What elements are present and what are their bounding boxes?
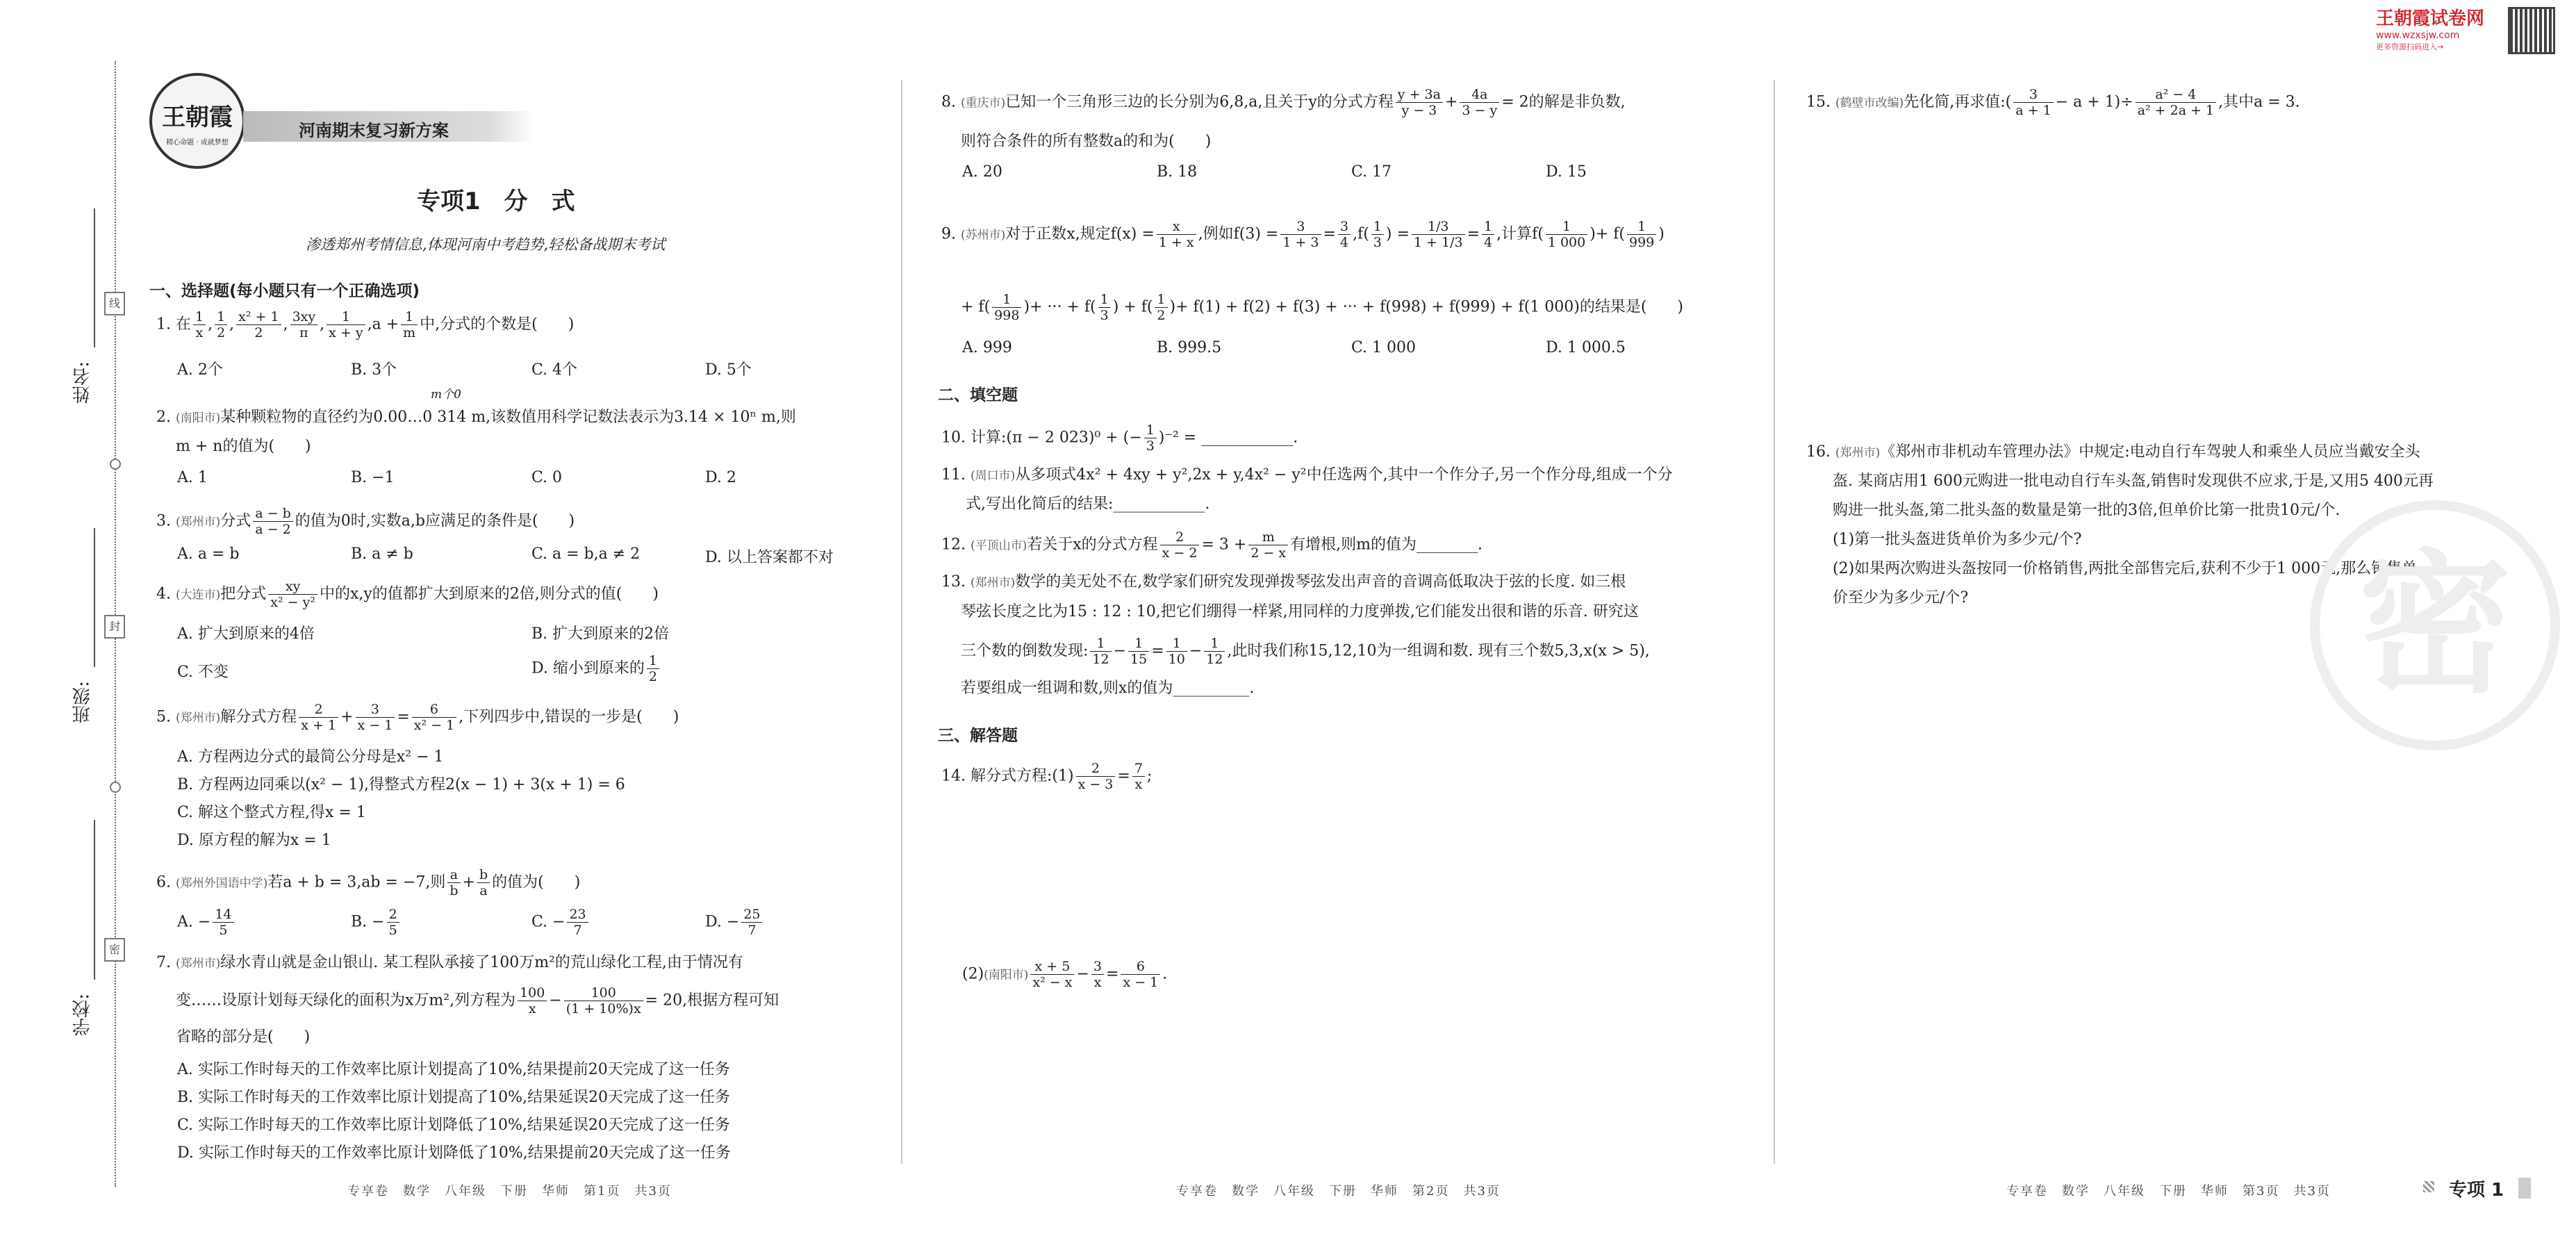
q6-option-b: B. − $\frac{2}{5}$: [351, 907, 402, 938]
footer-page-1: 专享卷 数学 八年级 下册 华师 第1页 共3页: [347, 1184, 672, 1199]
q4-option-a: A. 扩大到原来的4倍: [177, 625, 315, 643]
question-3: 3. (郑州市)分式 $\frac{a - b}{a - 2}$ 的值为0时,实数a,b应满足的条件是( ): [156, 506, 575, 537]
q9-option-c: C. 1 000: [1351, 339, 1417, 356]
brand-tagline: 更多资源扫码进入→: [2376, 42, 2444, 51]
q7-option-c: C. 实际工作时每天的工作效率比原计划降低了10%,结果延误20天完成了这一任务: [177, 1117, 730, 1134]
binding-mark-seal: 封: [104, 615, 125, 639]
q7-option-b: B. 实际工作时每天的工作效率比原计划提高了10%,结果延误20天完成了这一任务: [177, 1089, 731, 1106]
question-9-line2: + f( $\frac{1}{998}$ )+ ··· + f( $\frac{1}{3}$ ) + f( $\frac{1}{2}$ )+ f(1) + f(2) + f(3) + ··· + f(998) + f(999) + f(1 000)的结果是( ): [961, 292, 1684, 323]
question-13-line2: 琴弦长度之比为15 : 12 : 10,把它们绷得一样紧,用同样的力度弹拨,它们能发出很和谐的乐音. 研究这: [961, 603, 1639, 620]
qr-code-icon: [2508, 7, 2555, 54]
q9-option-d: D. 1 000.5: [1546, 339, 1626, 356]
page-subtitle: 渗透郑州考情信息,体现河南中考趋势,轻松备战期末考试: [306, 236, 666, 253]
q8-option-d: D. 15: [1546, 163, 1587, 181]
question-8-line2: 则符合条件的所有整数a的和为( ): [961, 133, 1212, 150]
question-7-line3: 省略的部分是( ): [176, 1028, 311, 1046]
question-16-line2: 盔. 某商店用1 600元购进一批电动自行车头盔,销售时发现供不应求,于是,又用5 400元再: [1833, 472, 2434, 490]
binding-mark-line: 线: [104, 292, 125, 315]
corner-tag: 专项 1: [2449, 1180, 2504, 1201]
q4-option-d: D. 缩小到原来的 $\frac{1}{2}$: [531, 653, 661, 684]
binding-hole-icon: [110, 459, 121, 470]
question-13: 13. (郑州市)数学的美无处不在,数学家们研究发现弹拨琴弦发出声音的音调高低取决于弦的长度. 如三根: [941, 573, 1626, 591]
name-underline: [94, 208, 95, 347]
q4-option-b: B. 扩大到原来的2倍: [531, 625, 670, 643]
section-fill: 二、填空题: [938, 386, 1018, 404]
q8-option-b: B. 18: [1157, 163, 1198, 181]
brand-name: 王朝霞试卷网: [2376, 8, 2485, 29]
q9-option-b: B. 999.5: [1157, 339, 1222, 356]
q3-option-b: B. a ≠ b: [351, 545, 413, 563]
section-choice: 一、选择题(每小题只有一个正确选项): [149, 282, 420, 300]
question-6: 6. (郑州外国语中学)若a + b = 3,ab = −7,则 $\frac{a}{b}$ + $\frac{b}{a}$ 的值为( ): [156, 867, 581, 898]
school-label: 学校:: [72, 994, 93, 1036]
question-16-part2-line2: 价至少为多少元/个?: [1833, 589, 1969, 607]
question-5: 5. (郑州市)解分式方程 $\frac{2}{x + 1}$ + $\frac{3}{x - 1}$ = $\frac{6}{\text{x² − 1}}$ ,下列四步中,错误的一步是( ): [156, 702, 679, 733]
q1-option-a: A. 2个: [177, 361, 223, 379]
question-14-part2: (2)(南阳市) $\frac{x + 5}{\text{x² − x}}$ − $\frac{3}{x}$ = $\frac{6}{x - 1}$ .: [962, 959, 1168, 990]
column-divider: [901, 80, 902, 1164]
question-7-line2: 变……设原计划每天绿化的面积为x万m²,列方程为 $\frac{100}{x}$ − $\frac{100}{(1 + 10\%)x}$ = 20,根据方程可知: [176, 985, 779, 1016]
q1-option-c: C. 4个: [531, 361, 578, 379]
question-10: 10. 计算:(π − 2 023)⁰ + (− $\frac{1}{3}$ )⁻² = ____________.: [941, 422, 1298, 454]
binding-hole-icon: [110, 782, 121, 793]
question-16-part1: (1)第一批头盔进货单价为多少元/个?: [1833, 531, 2082, 548]
question-16: 16. (郑州市)《郑州市非机动车管理办法》中规定:电动自行车驾驶人和乘坐人员应当戴安全头: [1806, 443, 2420, 461]
q2-overbrace-label: m个0: [431, 388, 461, 402]
question-11: 11. (周口市)从多项式4x² + 4xy + y²,2x + y,4x² − y²中任选两个,其中一个作分子,另一个作分母,组成一个分: [941, 466, 1673, 484]
question-2: 2. (南阳市)某种颗粒物的直径约为0.00…0 314 m,该数值用科学记数法表示为3.14 × 10ⁿ m,则: [156, 409, 796, 426]
q5-option-c: C. 解这个整式方程,得x = 1: [177, 804, 366, 821]
logo-small: 精心命题 · 成就梦想: [166, 139, 229, 147]
corner-tag-bar: [2518, 1178, 2531, 1199]
q8-option-a: A. 20: [962, 163, 1002, 181]
q6-option-c: C. − $\frac{23}{7}$: [531, 907, 591, 938]
question-14: 14. 解分式方程:(1) $\frac{2}{x - 3}$ = $\frac{7}{x}$ ;: [941, 761, 1153, 792]
logo-text: 王朝霞: [162, 104, 233, 131]
binding-mark-secret: 密: [104, 938, 125, 962]
q6-option-a: A. − $\frac{14}{5}$: [177, 907, 236, 938]
q9-option-a: A. 999: [962, 339, 1012, 356]
page-title: 专项1 分 式: [417, 188, 575, 215]
question-11-line2: 式,写出化简后的结果:____________.: [966, 495, 1210, 513]
question-2-line2: m + n的值为( ): [176, 438, 311, 455]
question-7: 7. (郑州市)绿水青山就是金山银山. 某工程队承接了100万m²的荒山绿化工程,由于情况有: [156, 954, 743, 971]
corner-tag-icon: [2423, 1181, 2434, 1192]
publisher-logo: [149, 73, 245, 169]
q7-option-d: D. 实际工作时每天的工作效率比原计划降低了10%,结果提前20天完成了这一任务: [177, 1144, 731, 1162]
footer-page-3: 专享卷 数学 八年级 下册 华师 第3页 共3页: [2006, 1184, 2331, 1199]
brand-url: www.wzxsjw.com: [2376, 30, 2460, 41]
question-13-line3: 三个数的倒数发现: $\frac{1}{12}$ − $\frac{1}{15}$ = $\frac{1}{10}$ − $\frac{1}{12}$ ,此时我们称15,12,10为一组调和数. 现有三个数5,3,x(x > 5),: [961, 636, 1650, 667]
q3-option-a: A. a = b: [177, 545, 240, 563]
column-divider: [1774, 80, 1775, 1164]
q1-option-d: D. 5个: [705, 361, 752, 379]
banner-text: 河南期末复习新方案: [299, 121, 449, 140]
school-underline: [94, 820, 95, 980]
q3-option-c: C. a = b,a ≠ 2: [531, 545, 641, 563]
q1-option-b: B. 3个: [351, 361, 397, 379]
q2-option-d: D. 2: [705, 469, 736, 486]
q5-option-b: B. 方程两边同乘以(x² − 1),得整式方程2(x − 1) + 3(x + 1) = 6: [177, 776, 625, 793]
q5-option-a: A. 方程两边分式的最简公分母是x² − 1: [177, 748, 444, 766]
question-16-part2: (2)如果两次购进头盔按同一价格销售,两批全部售完后,获利不少于1 000元,那么销售单: [1833, 560, 2418, 577]
q2-option-a: A. 1: [177, 469, 208, 486]
question-15: 15. (鹤壁市改编)先化简,再求值:( $\frac{3}{a + 1}$ − a + 1)÷ $\frac{\text{a² − 4}}{\text{a² + 2a + 1}}$ ,其中a = 3.: [1806, 87, 2300, 118]
q7-option-a: A. 实际工作时每天的工作效率比原计划提高了10%,结果提前20天完成了这一任务: [177, 1061, 730, 1078]
q2-option-b: B. −1: [351, 469, 395, 486]
q4-option-c: C. 不变: [177, 664, 229, 681]
q6-option-d: D. − $\frac{25}{7}$: [705, 907, 764, 938]
question-13-line4: 若要组成一组调和数,则x的值为__________.: [961, 680, 1255, 697]
watermark-text: 密: [2358, 536, 2511, 714]
watermark-seal: [2310, 500, 2560, 750]
class-label: 班级:: [72, 681, 93, 723]
section-solve: 三、解答题: [938, 727, 1018, 745]
q2-option-c: C. 0: [531, 469, 563, 486]
name-label: 姓名:: [72, 361, 93, 404]
q8-option-c: C. 17: [1351, 163, 1392, 181]
question-8: 8. (重庆市)已知一个三角形三边的长分别为6,8,a,且关于y的分式方程 $\frac{y + 3a}{y - 3}$ + $\frac{4a}{3 - y}$ = 2的解是非负数,: [941, 87, 1626, 118]
brand-logo: [2376, 4, 2484, 52]
banner: [243, 111, 535, 142]
question-12: 12. (平顶山市)若关于x的分式方程 $\frac{2}{x - 2}$ = 3 + $\frac{m}{2 - x}$ 有增根,则m的值为________.: [941, 529, 1483, 561]
q5-option-d: D. 原方程的解为x = 1: [177, 832, 331, 849]
question-16-line3: 购进一批头盔,第二批头盔的数量是第一批的3倍,但单价比第一批贵10元/个.: [1833, 502, 2340, 519]
question-1: 1. 在 $\frac{1}{x}$ , $\frac{1}{2}$ , $\frac{\text{x² + 1}}{2}$ , $\frac{3xy}{\pi}$ , $\frac{1}{x + y}$ ,a + $\frac{1}{m}$ 中,分式的个数是( ): [156, 309, 575, 340]
question-9: 9. (苏州市)对于正数x,规定f(x) = $\frac{x}{1 + x}$ ,例如f(3) = $\frac{3}{1 + 3}$ = $\frac{3}{4}$ ,f( $\frac{1}{3}$ ) = $\frac{1/3}{1 + 1/3}$ = $\frac{1}{4}$ ,计算f( $\frac{1}{1 000}$ )+ f( $\frac{1}{999}$ ): [941, 219, 1665, 250]
q3-option-d: D. 以上答案都不对: [705, 549, 834, 566]
footer-page-2: 专享卷 数学 八年级 下册 华师 第2页 共3页: [1176, 1184, 1501, 1199]
question-4: 4. (大连市)把分式 $\frac{xy}{\text{x² − y²}}$ 中的x,y的值都扩大到原来的2倍,则分式的值( ): [156, 579, 659, 610]
class-underline: [94, 528, 95, 667]
